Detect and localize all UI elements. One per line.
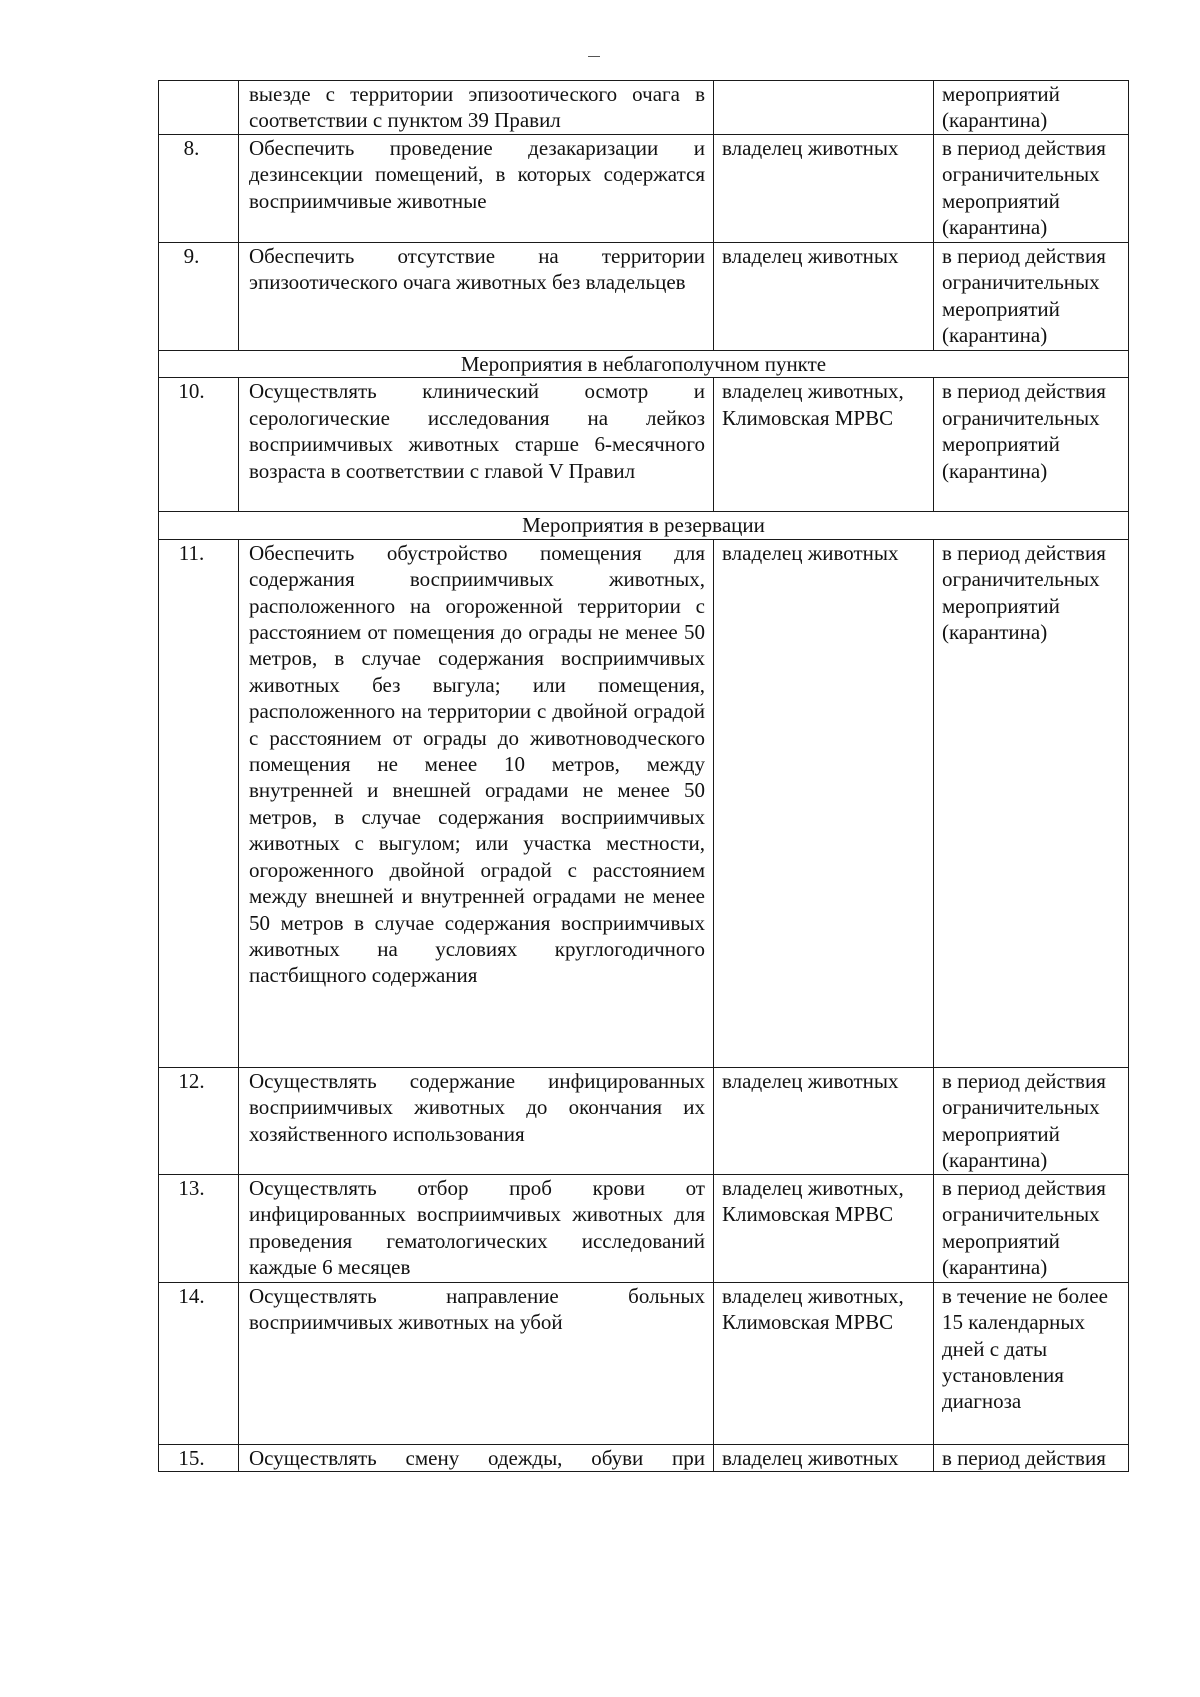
- row-responsible: владелец животных, Климовская МРВС: [714, 1174, 934, 1282]
- row-responsible: владелец животных: [714, 1444, 934, 1471]
- row-action: Осуществлять клинический осмотр и серологические исследования на лейкоз восприимчивых животных старше 6-месячного возраста в соответствии с главой V Правил: [239, 378, 714, 512]
- row-number: 14.: [159, 1282, 239, 1444]
- table-row-continuation: [159, 81, 1129, 135]
- table-row-8: [159, 135, 1129, 243]
- row-action: Обеспечить отсутствие на территории эпизоотического очага животных без владельцев: [239, 243, 714, 351]
- row-responsible: владелец животных: [714, 1067, 934, 1174]
- row-responsible: [714, 81, 934, 135]
- section-row-reservation: [159, 512, 1129, 539]
- section-heading: Мероприятия в резервации: [159, 512, 1129, 539]
- section-row-unfavorable-point: [159, 351, 1129, 378]
- row-responsible: владелец животных, Климовская МРВС: [714, 1282, 934, 1444]
- row-action: Осуществлять смену одежды, обуви при: [239, 1444, 714, 1471]
- row-term: мероприятий (карантина): [934, 81, 1129, 135]
- table-row-12: [159, 1067, 1129, 1174]
- row-action: Обеспечить проведение дезакаризации и дезинсекции помещений, в которых содержатся восприимчивые животные: [239, 135, 714, 243]
- row-action: Осуществлять направление больных восприимчивых животных на убой: [239, 1282, 714, 1444]
- row-number: 8.: [159, 135, 239, 243]
- row-action: Осуществлять отбор проб крови от инфицированных восприимчивых животных для проведения гематологических исследований каждые 6 месяцев: [239, 1174, 714, 1282]
- row-number: 12.: [159, 1067, 239, 1174]
- row-action: Обеспечить обустройство помещения для содержания восприимчивых животных, расположенного на огороженной территории с расстоянием от помещения до ограды не менее 50 метров, в случае содержания восприимчивых животных без выгула; или помещения, расположенного на территории с двойной оградой с расстоянием от ограды до животноводческого помещения не менее 10 метров, между внутренней и внешней оградами не менее 50 метров, в случае содержания восприимчивых животных с выгулом; или участка местности, огороженного двойной оградой с расстоянием между внешней и внутренней оградами не менее 50 метров в случае содержания восприимчивых животных на условиях круглогодичного пастбищного содержания: [239, 539, 714, 1067]
- row-term: в течение не более 15 календарных дней с даты установления диагноза: [934, 1282, 1129, 1444]
- row-number: [159, 81, 239, 135]
- table-row-9: [159, 243, 1129, 351]
- measures-table: [158, 80, 1129, 1472]
- row-term: в период действия: [934, 1444, 1129, 1471]
- row-term: в период действия ограничительных мероприятий (карантина): [934, 243, 1129, 351]
- row-action: выезде с территории эпизоотического очага в соответствии с пунктом 39 Правил: [239, 81, 714, 135]
- row-responsible: владелец животных: [714, 135, 934, 243]
- row-responsible: владелец животных, Климовская МРВС: [714, 378, 934, 512]
- table-row-14: [159, 1282, 1129, 1444]
- row-number: 11.: [159, 539, 239, 1067]
- row-action: Осуществлять содержание инфицированных восприимчивых животных до окончания их хозяйственного использования: [239, 1067, 714, 1174]
- page-top-mark: [588, 56, 600, 57]
- row-number: 10.: [159, 378, 239, 512]
- row-responsible: владелец животных: [714, 539, 934, 1067]
- row-number: 9.: [159, 243, 239, 351]
- row-number: 15.: [159, 1444, 239, 1471]
- section-heading: Мероприятия в неблагополучном пункте: [159, 351, 1129, 378]
- table-row-10: [159, 378, 1129, 512]
- row-term: в период действия ограничительных мероприятий (карантина): [934, 539, 1129, 1067]
- table-row-11: [159, 539, 1129, 1067]
- row-responsible: владелец животных: [714, 243, 934, 351]
- row-term: в период действия ограничительных мероприятий (карантина): [934, 1067, 1129, 1174]
- row-term: в период действия ограничительных мероприятий (карантина): [934, 135, 1129, 243]
- row-number: 13.: [159, 1174, 239, 1282]
- row-term: в период действия ограничительных мероприятий (карантина): [934, 378, 1129, 512]
- row-term: в период действия ограничительных мероприятий (карантина): [934, 1174, 1129, 1282]
- table-row-15: [159, 1444, 1129, 1471]
- table-row-13: [159, 1174, 1129, 1282]
